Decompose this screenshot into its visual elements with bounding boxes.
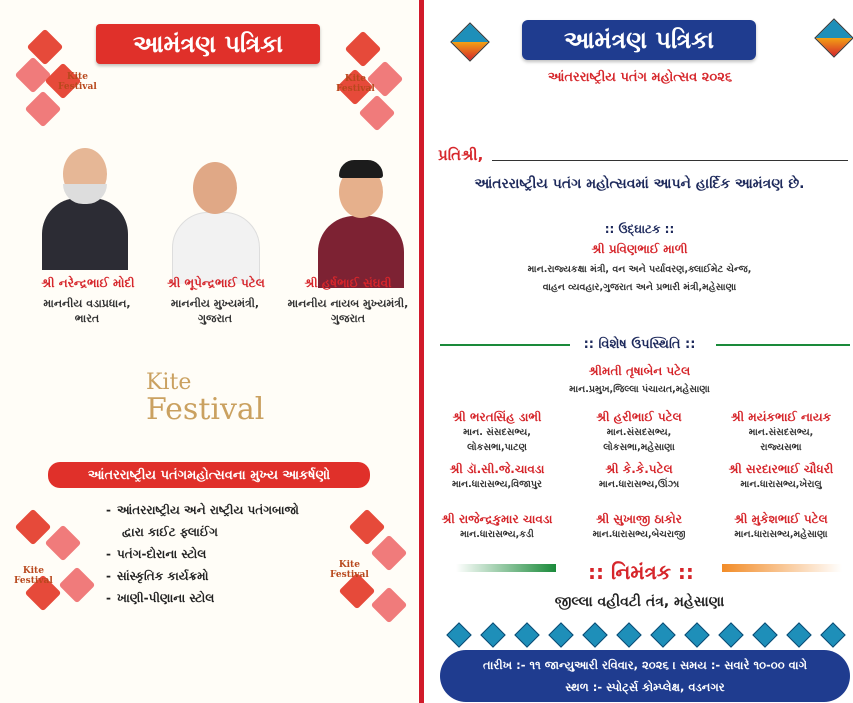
kite-icon: [359, 95, 396, 132]
person-photo: [166, 154, 264, 284]
list-item: - ખાણી-પીણાના સ્ટોલ: [106, 591, 215, 605]
kite-festival-watermark: Kite Festival: [146, 370, 265, 427]
kite-icon: [752, 622, 777, 647]
recipient-label: પ્રતિશ્રી,: [438, 146, 484, 164]
list-item: દ્વારા કાઈટ ફ્લાઈંગ: [122, 525, 218, 539]
guest-card: શ્રી સુખાજી ઠાકોર માન.ધારાસભ્ય,બેચરાજી: [592, 512, 686, 540]
kite-garland: [448, 626, 848, 644]
venue-line: સ્થળ :- સ્પોર્ટ્સ કોમ્પ્લેક્ષ, વડનગર: [565, 680, 725, 694]
person-title: માનનીય નાયબ મુખ્યમંત્રી, ગુજરાત: [287, 297, 409, 325]
inaugurator-heading: :: ઉદ્ઘાટક ::: [604, 222, 675, 236]
invitation-banner: આમંત્રણ પત્રિકા: [522, 20, 756, 60]
kite-icon: [684, 622, 709, 647]
divider-stripe: [722, 564, 842, 572]
list-item: - સાંસ્કૃતિક કાર્યક્રમો: [106, 569, 209, 583]
kite-icon: [371, 535, 408, 572]
person-title: માનનીય વડાપ્રધાન, ભારત: [43, 297, 131, 325]
kite-icon: [480, 622, 505, 647]
kite-icon: [616, 622, 641, 647]
special-guests-heading: :: વિશેષ ઉપસ્થિતિ ::: [583, 337, 696, 352]
kite-icon: [814, 18, 853, 58]
guest-card: શ્રી ભરતસિંહ ડાભી માન. સંસદસભ્ય, લોકસભા,પાટણ: [452, 410, 542, 453]
chief-guest-title: માન.પ્રમુખ,જિલ્લા પંચાયત,મહેસાણા: [569, 384, 710, 395]
kite-icon: [450, 22, 490, 62]
kite-icon: [786, 622, 811, 647]
attractions-list: [106, 500, 299, 610]
festival-subtitle: આંતરરાષ્ટ્રીય પતંગ મહોત્સવ ૨૦૨૬: [547, 70, 733, 85]
right-invitation-panel: [426, 0, 853, 703]
invitation-banner: આમંત્રણ પત્રિકા: [96, 24, 320, 64]
kite-festival-logo: Kite Festival: [14, 566, 53, 586]
person-name: શ્રી નરેન્દ્રભાઈ મોદી: [41, 276, 135, 290]
inaugurator-title: માન.રાજ્યકક્ષા મંત્રી, વન અને પર્યાવરણ,ક્લાઈમેટ ચેન્જ,: [527, 264, 752, 275]
kite-icon: [582, 622, 607, 647]
host-name: જીલ્લા વહીવટી તંત્ર, મહેસાણા: [554, 594, 725, 610]
person-title: માનનીય મુખ્યમંત્રી, ગુજરાત: [170, 297, 260, 325]
guest-card: શ્રી હરીભાઈ પટેલ માન.સંસદસભ્ય, લોકસભા,મહેસાણા: [596, 410, 682, 453]
kite-icon: [349, 509, 386, 546]
guest-card: શ્રી મુકેશભાઈ પટેલ માન.ધારાસભ્ય,મહેસાણા: [734, 512, 828, 540]
kite-icon: [820, 622, 845, 647]
kite-icon: [345, 31, 382, 68]
kite-icon: [371, 587, 408, 624]
kite-icon: [25, 91, 62, 128]
kite-icon: [718, 622, 743, 647]
list-item: - પતંગ-દોરાના સ્ટોલ: [106, 547, 207, 561]
list-item: - આંતરરાષ્ટ્રીય અને રાષ્ટ્રીય પતંગબાજો: [106, 503, 299, 517]
person-name: શ્રી ભૂપેન્દ્રભાઈ પટેલ: [167, 276, 265, 290]
inaugurator-name: શ્રી પ્રવિણભાઈ માળી: [591, 242, 688, 256]
person-name: શ્રી હર્ષભાઈ સંઘવી: [304, 276, 392, 290]
guest-card: શ્રી મયંકભાઈ નાયક માન.સંસદસભ્ય, રાજ્યસભા: [730, 410, 832, 453]
kite-icon: [45, 525, 82, 562]
kite-icon: [446, 622, 471, 647]
kite-festival-logo: Kite Festival: [336, 74, 375, 94]
date-time-line: તારીખ :- ૧૧ જાન્યુઆરી રવિવાર, ૨૦૨૬ । સમય :- સવારે ૧૦-૦૦ વાગે: [482, 658, 808, 672]
date-venue-box: [440, 650, 850, 702]
chief-guest-name: શ્રીમતી તૃષાબેન પટેલ: [588, 364, 691, 378]
kite-icon: [548, 622, 573, 647]
guest-card: શ્રી સરદારભાઈ ચૌધરી માન.ધારાસભ્ય,ખેરાલુ: [728, 462, 834, 490]
kite-icon: [514, 622, 539, 647]
invitation-line: આંતરરાષ્ટ્રીય પતંગ મહોત્સવમાં આપને હાર્દિક આમંત્રણ છે.: [474, 176, 805, 192]
person-photo: [36, 140, 134, 270]
person-photo: [312, 158, 410, 288]
kite-icon: [650, 622, 675, 647]
left-invitation-panel: [0, 0, 418, 703]
host-heading: :: નિમંત્રક ::: [588, 560, 694, 584]
attractions-heading: આંતરરાષ્ટ્રીય પતંગમહોત્સવના મુખ્ય આકર્ષણો: [48, 462, 370, 488]
divider-stripe: [456, 564, 556, 572]
guest-card: શ્રી ડૉ.સી.જે.ચાવડા માન.ધારાસભ્ય,વિજાપુર: [449, 462, 545, 490]
guest-card: શ્રી રાજેન્દ્રકુમાર ચાવડા માન.ધારાસભ્ય,કડી: [441, 512, 553, 540]
kite-festival-logo: Kite Festival: [58, 72, 97, 92]
kite-festival-logo: Kite Festival: [330, 560, 369, 580]
inaugurator-title: વાહન વ્યવહાર,ગુજરાત અને પ્રભારી મંત્રી,મહેસાણા: [542, 282, 737, 293]
guest-card: શ્રી કે.કે.પટેલ માન.ધારાસભ્ય,ઊંઝા: [598, 462, 680, 490]
panel-divider: [419, 0, 424, 703]
kite-icon: [59, 567, 96, 604]
recipient-line: [492, 160, 848, 161]
